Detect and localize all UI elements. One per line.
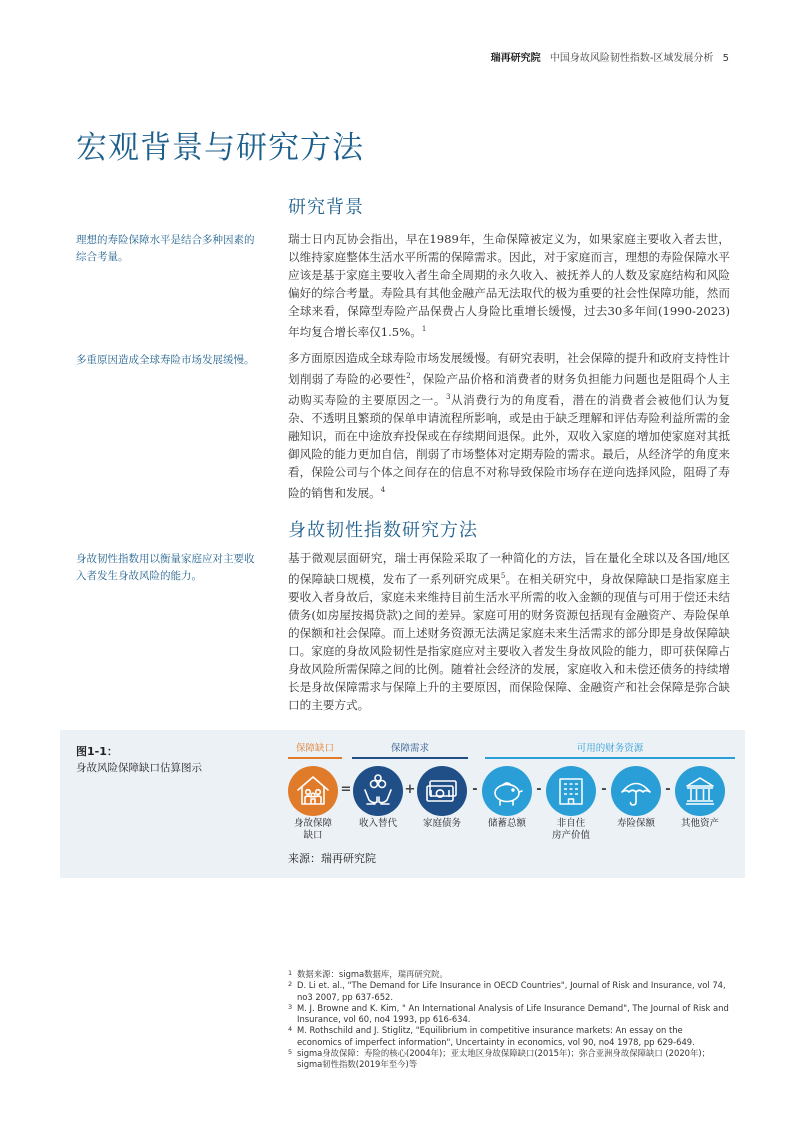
paragraph-text: 基于微观层面研究，瑞士再保险采取了一种简化的方法，旨在量化全球以及各国/地区的保障缺口规模，发布了一系列研究成果 xyxy=(288,551,730,586)
group-label-needs: 保障需求 xyxy=(390,743,429,754)
item-label: 收入替代 xyxy=(358,818,397,829)
minus-operator: - xyxy=(536,782,542,797)
item-label: 储蓄总额 xyxy=(487,818,526,829)
running-header xyxy=(491,49,729,64)
margin-note: 理想的寿险保障水平是结合多种因素的综合考量。 xyxy=(76,234,255,263)
item-label: 其他资产 xyxy=(680,818,719,829)
footnote-number: 5 xyxy=(288,1048,293,1057)
figure-label: 图1-1： xyxy=(76,745,118,758)
footnote xyxy=(288,1025,730,1048)
figure-source: 来源：瑞再研究院 xyxy=(288,852,376,865)
footnote xyxy=(288,969,730,980)
footnote xyxy=(288,980,730,1003)
figure-caption: 身故风险保障缺口估算图示 xyxy=(76,762,202,774)
family-house-icon xyxy=(288,766,338,816)
body-paragraph xyxy=(288,230,730,341)
footnote-number: 2 xyxy=(288,980,293,989)
body-paragraph xyxy=(288,349,730,502)
group-label-resources: 可用的财务资源 xyxy=(576,743,644,754)
header-title: 中国身故风险韧性指数-区域发展分析 xyxy=(549,53,714,64)
margin-note: 多重原因造成全球寿险市场发展缓慢。 xyxy=(76,354,255,366)
minus-operator: - xyxy=(665,782,671,797)
section-heading-background: 研究背景 xyxy=(288,197,364,218)
footnote xyxy=(288,1003,730,1026)
header-brand: 瑞再研究院 xyxy=(490,53,541,64)
money-bill-icon xyxy=(417,766,467,816)
paragraph-text: 。在相关研究中，身故保障缺口是指家庭主要收入者身故后，家庭未来维持目前生活水平所需的收入金额的现值与可用于偿还未结债务(如房屋按揭贷款)之间的差异。家庭可用的财务资源包括现有金融资产、寿险保单的保额和社会保障。而上述财务资源无法满足家庭未来生活需求的部分即是身故保障缺口。家庭的身故风险韧性是指家庭应对主要收入者发生身故风险的能力，即可获保障占身故风险所需保障之间的比例。随着社会经济的发展，家庭收入和未偿还债务的持续增长是身故保障需求与保障上升的主要原因，而保险保障、金融资产和社会保障是弥合缺口的主要方式。 xyxy=(288,571,730,712)
bank-icon xyxy=(675,766,725,816)
paragraph-text: ，保险产品价格和消费者的财务负担能力问题也是阻碍个人主动购买寿险的主要原因之一。 xyxy=(288,371,730,407)
footnote-number: 4 xyxy=(288,1025,293,1034)
footnotes xyxy=(288,969,730,1071)
footnote-text: sigma身故保障：寿险的核心(2004年)；亚太地区身故保障缺口(2015年)；弥合亚洲身故保障缺口 (2020年)；sigma韧性指数(2019年至今)等 xyxy=(297,1048,711,1070)
body-paragraph xyxy=(288,549,730,714)
minus-operator: - xyxy=(472,782,478,797)
item-label: 家庭债务 xyxy=(422,818,461,829)
paragraph-text: 多方面原因造成全球寿险市场发展缓慢。有研究表明，社会保障的提升和政府支持性计划削弱了寿险的必要性 xyxy=(288,351,730,386)
section-heading-methodology: 身故韧性指数研究方法 xyxy=(288,520,478,541)
paragraph-text: 从消费行为的角度看，潜在的消费者会被他们认为复杂、不透明且繁琐的保单申请流程所影响，或是由于缺乏理解和评估寿险利益所需的金融知识，而在中途放弃投保或在存续期间退保。此外，双收入家庭的增加使家庭对其抵御风险的能力更加自信，削弱了市场整体对定期寿险的需求。最后，从经济学的角度来看，保险公司与个体之间存在的信息不对称导致保险市场存在逆向选择风险，阻碍了寿险的销售和发展。 xyxy=(288,392,730,500)
page-title: 宏观背景与研究方法 xyxy=(76,130,364,166)
footnote-ref[interactable]: 5 xyxy=(500,572,506,580)
footnote-text: 数据来源：sigma数据库，瑞再研究院。 xyxy=(297,969,448,979)
group-label-gap: 保障缺口 xyxy=(295,743,334,754)
equals-operator: = xyxy=(340,782,352,797)
footnote-ref[interactable]: 1 xyxy=(421,325,427,333)
footnote-ref[interactable]: 3 xyxy=(446,392,451,401)
footnote-text: D. Li et. al., "The Demand for Life Insurance in OECD Countries", Journal of Risk and Insurance, vol 74, no3 2007, pp 637-652. xyxy=(297,980,726,1002)
plus-operator: + xyxy=(404,782,416,797)
umbrella-icon xyxy=(611,766,661,816)
item-label: 非自住 房产价值 xyxy=(551,818,590,841)
footnote-text: M. Rothschild and J. Stiglitz, "Equilibrium in competitive insurance markets: An essay on the economics of imperfect information", Uncertainty in economics, vol 90, no4 1978, pp 629-649. xyxy=(297,1025,695,1047)
footnote-ref[interactable]: 2 xyxy=(406,372,411,380)
footnote xyxy=(288,1048,730,1071)
item-label: 寿险保额 xyxy=(616,818,655,829)
group-line-gap xyxy=(288,757,342,759)
hands-coins-icon xyxy=(353,766,403,816)
group-line-needs xyxy=(352,757,468,759)
group-line-resources xyxy=(485,757,735,759)
margin-note: 身故韧性指数用以衡量家庭应对主要收入者发生身故风险的能力。 xyxy=(76,553,255,582)
paragraph-text: 瑞士日内瓦协会指出，早在1989年，生命保障被定义为，如果家庭主要收入者去世，以维持家庭整体生活水平所需的保障需求。因此，对于家庭而言，理想的寿险保障水平应该是基于家庭主要收入者生命全周期的永久收入、被抚养人的人数及家庭结构和风险偏好的综合考量。寿险具有其他金融产品无法取代的极为重要的社会性保障功能，然而全球来看，保障型寿险产品保费占人身险比重增长缓慢，过去30多年间(1990-2023)年均复合增长率仅1.5%。 xyxy=(288,232,730,339)
building-icon xyxy=(546,766,596,816)
piggy-bank-icon xyxy=(482,766,532,816)
footnote-text: M. J. Browne and K. Kim, " An International Analysis of Life Insurance Demand", The Journal of Risk and Insurance, vol 60, no4 1993, pp 616-634. xyxy=(297,1002,729,1025)
item-label: 身故保障 缺口 xyxy=(293,818,332,841)
footnote-ref[interactable]: 4 xyxy=(380,485,386,494)
page-number: 5 xyxy=(722,53,729,64)
footnote-number: 3 xyxy=(288,1002,293,1011)
minus-operator: - xyxy=(601,782,607,797)
footnote-number: 1 xyxy=(288,969,293,977)
figure-panel xyxy=(60,730,745,878)
